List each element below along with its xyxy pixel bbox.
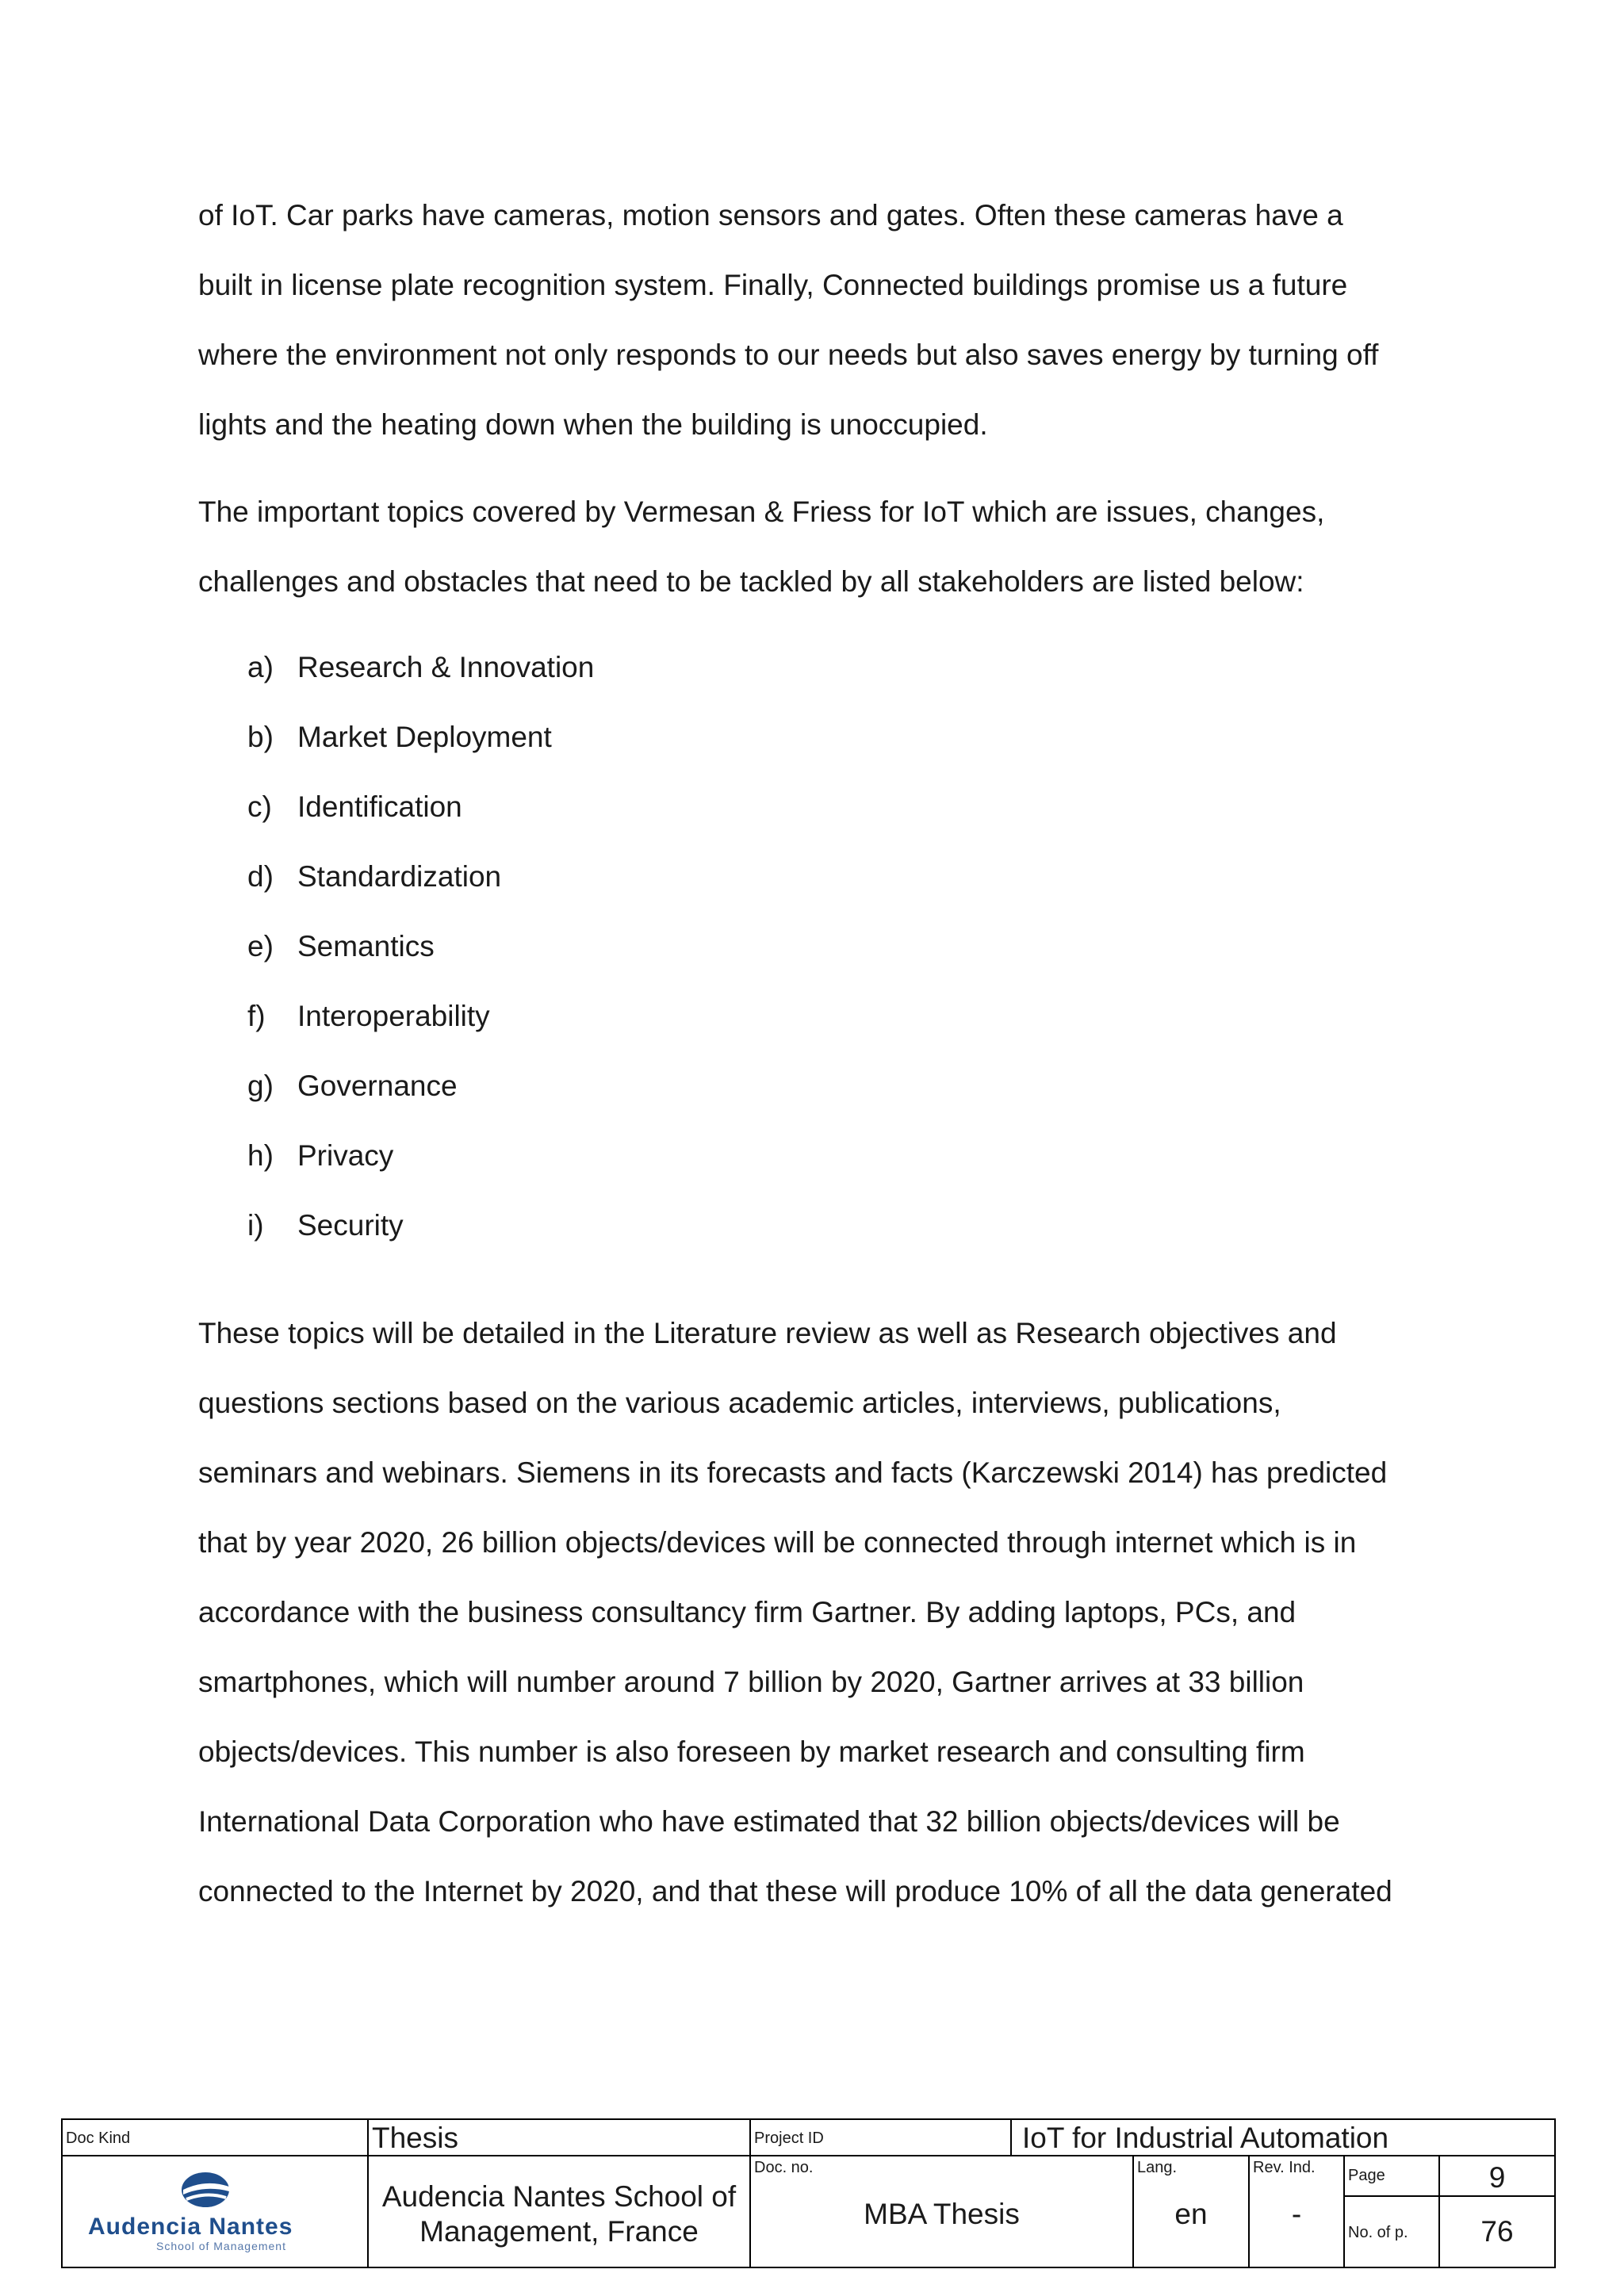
list-item-text: Semantics [297,930,435,962]
list-marker: a) [247,651,274,683]
paragraph-line: accordance with the business consultancy firm Gartner. By adding laptops, PCs, and [198,1596,1297,1628]
list-marker: d) [247,860,274,893]
footer-title-block [61,2118,1556,2268]
school-name-line1: Audencia Nantes School of [381,2180,737,2213]
page-label: Page [1348,2167,1385,2184]
list-marker: b) [247,721,274,753]
list-item-text: Research & Innovation [297,651,595,683]
audencia-logo [67,2163,362,2261]
paragraph-line: objects/devices. This number is also foreseen by market research and consulting firm [198,1735,1305,1768]
paragraph-line: International Data Corporation who have estimated that 32 billion objects/devices will be [198,1805,1340,1838]
table-divider [1343,2155,1345,2268]
page-number: 9 [1488,2161,1506,2194]
project-id-value: IoT for Industrial Automation [1022,2122,1389,2154]
paragraph-line: challenges and obstacles that need to be tackled by all stakeholders are listed below: [198,565,1304,598]
lang-value: en [1174,2198,1208,2230]
doc-kind-value: Thesis [372,2122,458,2154]
no-of-pages-label: No. of p. [1348,2224,1408,2241]
paragraph-line: where the environment not only responds to our needs but also saves energy by turning off [198,339,1379,371]
paragraph-line: built in license plate recognition system. Finally, Connected buildings promise us a future [198,269,1348,301]
project-id-label: Project ID [754,2130,824,2147]
table-divider [61,2155,1556,2156]
table-divider [749,2118,751,2268]
doc-kind-label: Doc Kind [66,2130,131,2147]
table-border [1554,2118,1556,2268]
school-name-line2: Management, France [419,2215,699,2248]
list-marker: e) [247,930,274,962]
paragraph-line: connected to the Internet by 2020, and that these will produce 10% of all the data generated [198,1875,1392,1908]
table-border [61,2267,1556,2268]
paragraph-line: questions sections based on the various academic articles, interviews, publications, [198,1387,1281,1419]
list-marker: f) [247,1000,266,1032]
logo-name: Audencia Nantes [88,2214,293,2240]
paragraph-line: of IoT. Car parks have cameras, motion sensors and gates. Often these cameras have a [198,199,1343,232]
table-border [61,2118,1556,2120]
table-border [61,2118,63,2268]
list-item-text: Standardization [297,860,502,893]
list-item-text: Identification [297,790,462,823]
list-marker: i) [247,1209,264,1242]
doc-no-label: Doc. no. [754,2159,814,2176]
table-divider [1010,2118,1012,2156]
list-item-text: Interoperability [297,1000,490,1032]
lang-label: Lang. [1137,2159,1178,2176]
rev-ind-value: - [1291,2198,1302,2230]
list-marker: h) [247,1139,274,1172]
paragraph-line: that by year 2020, 26 billion objects/devices will be connected through internet which is in [198,1526,1357,1559]
paragraph-line: seminars and webinars. Siemens in its forecasts and facts (Karczewski 2014) has predicted [198,1456,1388,1489]
no-of-pages-value: 76 [1480,2215,1514,2248]
paragraph-line: The important topics covered by Vermesan & Friess for IoT which are issues, changes, [198,496,1325,528]
paragraph-line: smartphones, which will number around 7 billion by 2020, Gartner arrives at 33 billion [198,1666,1304,1698]
list-item-text: Governance [297,1070,458,1102]
list-marker: g) [247,1070,274,1102]
list-item-text: Market Deployment [297,721,552,753]
doc-no-value: MBA Thesis [864,2198,1020,2230]
rev-ind-label: Rev. Ind. [1253,2159,1316,2176]
list-item-text: Security [297,1209,404,1242]
logo-subtitle: School of Management [156,2240,286,2252]
list-item-text: Privacy [297,1139,394,1172]
table-divider [1343,2195,1556,2197]
paragraph-line: lights and the heating down when the building is unoccupied. [198,408,988,441]
list-marker: c) [247,790,272,823]
paragraph-line: These topics will be detailed in the Literature review as well as Research objectives and [198,1317,1337,1349]
